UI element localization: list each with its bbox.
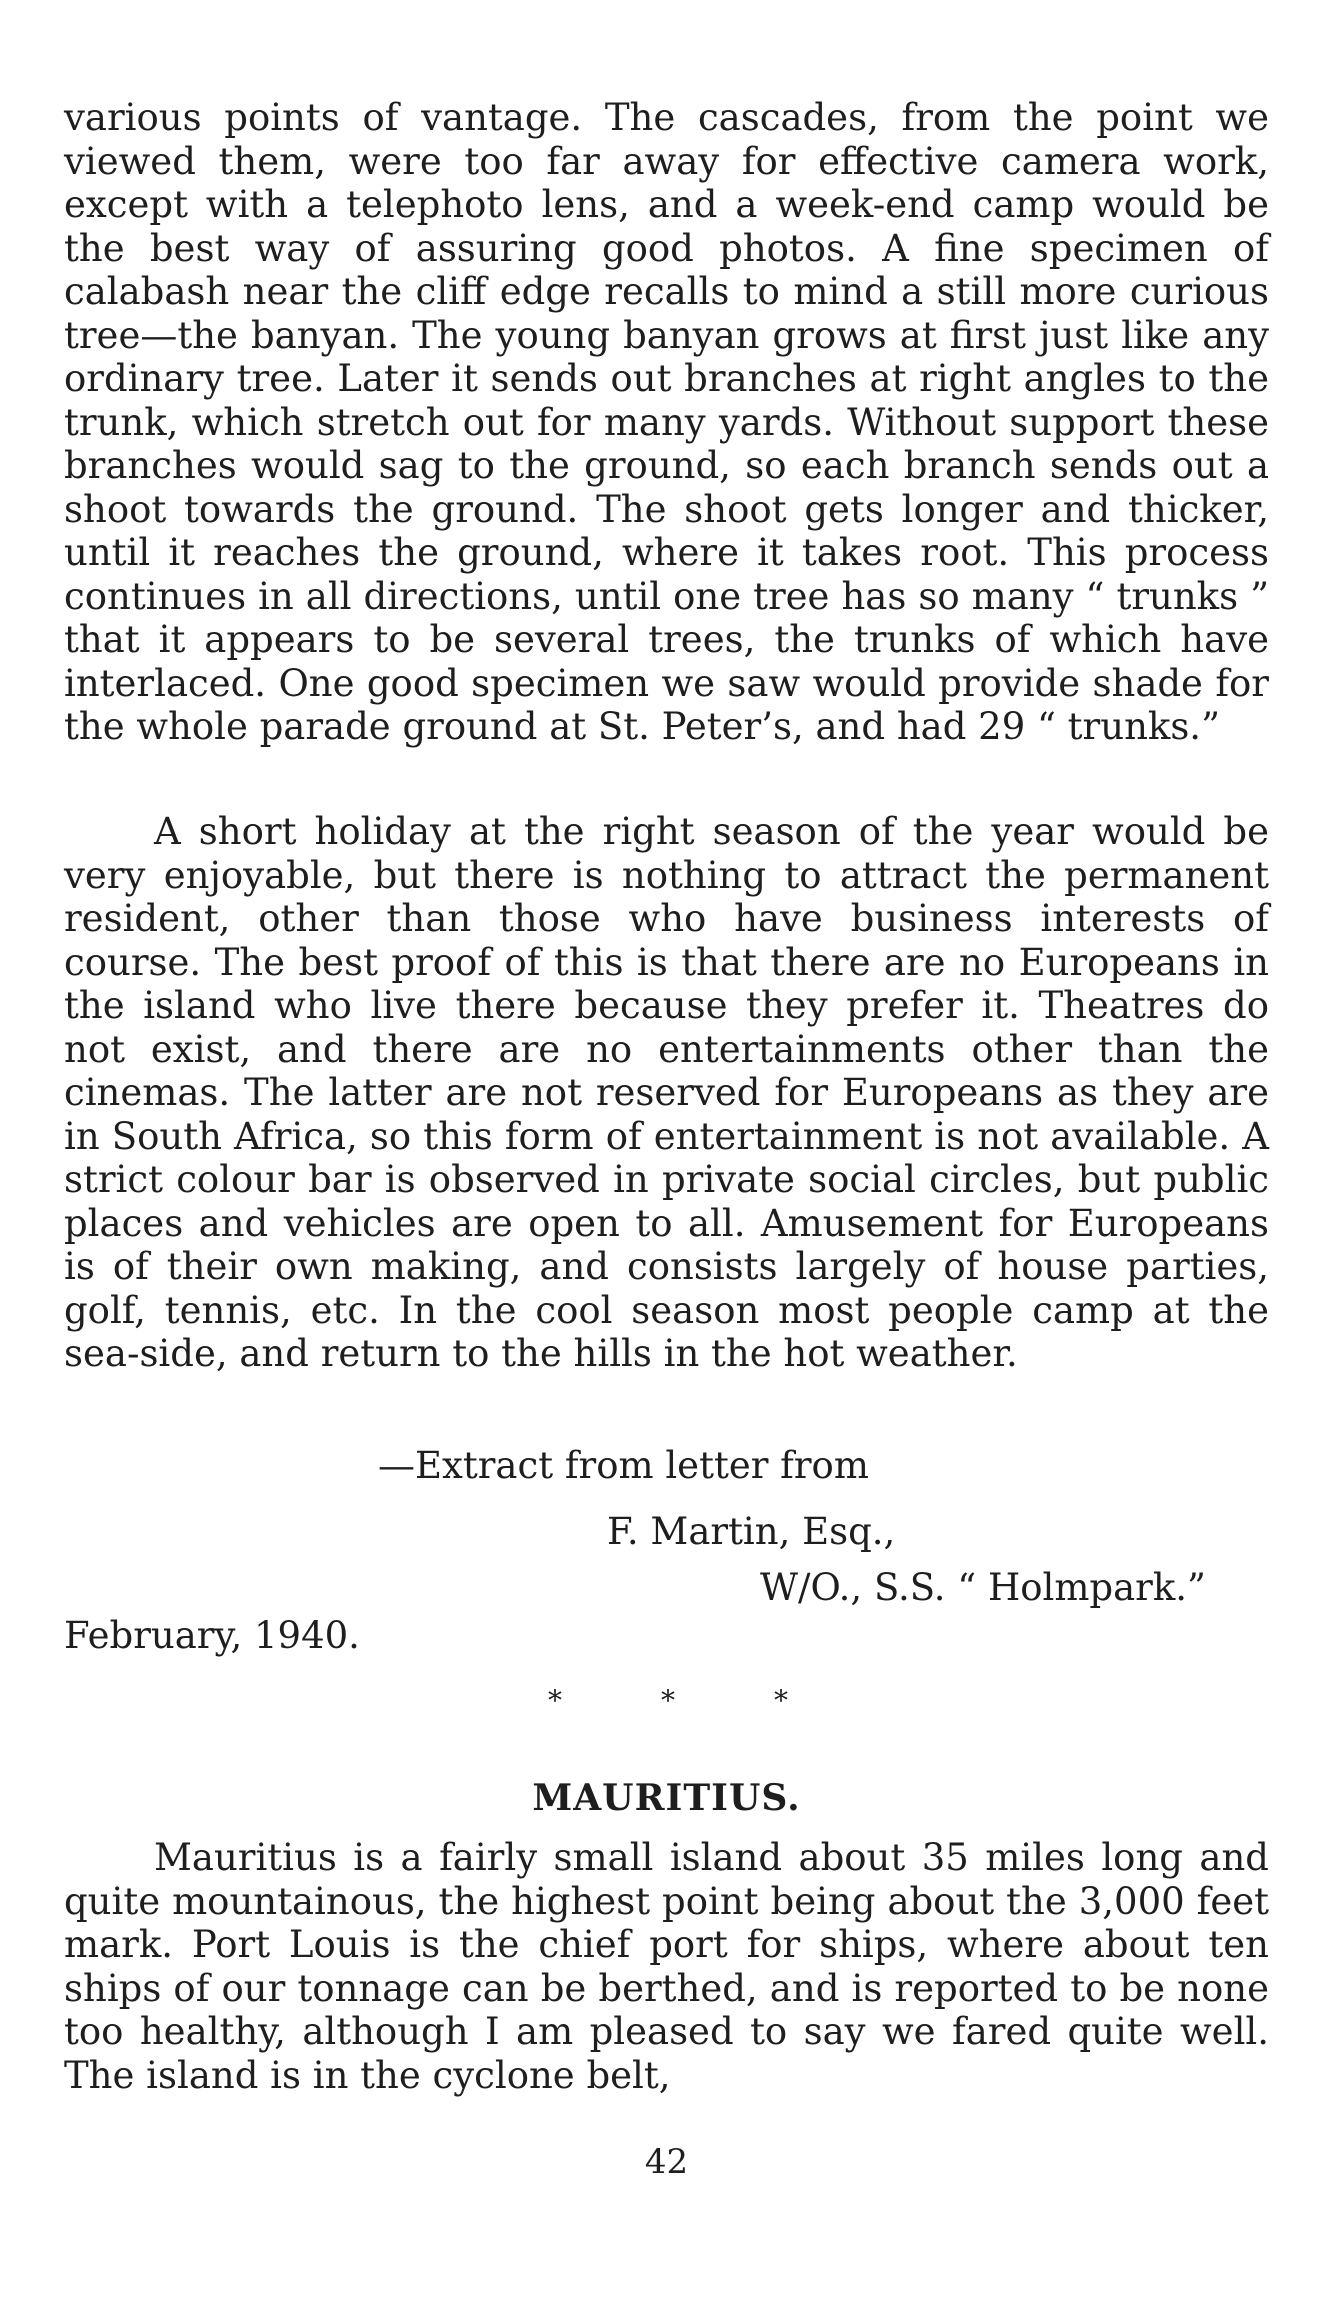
paragraph-text: Mauritius is a fairly small island about 35 miles long and quite mountainous, the highest point being about the 3,000 feet mark. Port Louis is the chief port for ships, where about ten ships of our tonnage can be berthed, and is reported to be none too healthy, although I am pleased to say we fared quite well. The island is in the cyclone belt, [64,1836,1269,2097]
paragraph-mauritius [64,1836,1269,2097]
paragraph-text: A short holiday at the right season of the year would be very enjoyable, but there is nothing to attract the permanent resident, other than those who have business interests of course. The best proof of this is that there are no Europeans in the island who live there because they prefer it. Theatres do not exist, and there are no entertainments other than the cinemas. The latter are not reserved for Europeans as they are in South Africa, so this form of entertainment is not available. A strict colour bar is observed in private social circles, but public places and vehicles are open to all. Amusement for Europeans is of their own making, and consists largely of house parties, golf, tennis, etc. In the cool season most people camp at the sea-side, and return to the hills in the hot weather. [64,810,1269,1375]
paragraph-text: various points of vantage. The cascades, from the point we viewed them, were too far away for effective camera work, except with a telephoto lens, and a week-end camp would be the best way of assuring good photos. A fine specimen of calabash near the cliff edge recalls to mind a still more curious tree—the banyan. The young banyan grows at first just like any ordinary tree. Later it sends out branches at right angles to the trunk, which stretch out for many yards. Without support these branches would sag to the ground, so each branch sends out a shoot towards the ground. The shoot gets longer and thicker, until it reaches the ground, where it takes root. This process continues in all directions, until one tree has so many “ trunks ” that it appears to be several trees, the trunks of which have interlaced. One good specimen we saw would provide shade for the whole parade ground at St. Peter’s, and had 29 “ trunks.” [64,96,1269,748]
signature-author: F. Martin, Esq., [607,1510,896,1553]
paragraph-banyan [64,96,1269,749]
signature-ship: W/O., S.S. “ Holmpark.” [760,1566,1206,1609]
signature-extract-line: —Extract from letter from [378,1444,869,1487]
separator-star: * [548,1684,562,1717]
signature-date: February, 1940. [64,1614,360,1657]
paragraph-holiday [64,810,1269,1376]
separator-star: * [661,1684,675,1717]
separator-star: * [774,1684,788,1717]
section-separator [548,1686,788,1716]
page-number: 42 [644,2142,689,2182]
section-heading: MAURITIUS. [532,1777,801,1819]
